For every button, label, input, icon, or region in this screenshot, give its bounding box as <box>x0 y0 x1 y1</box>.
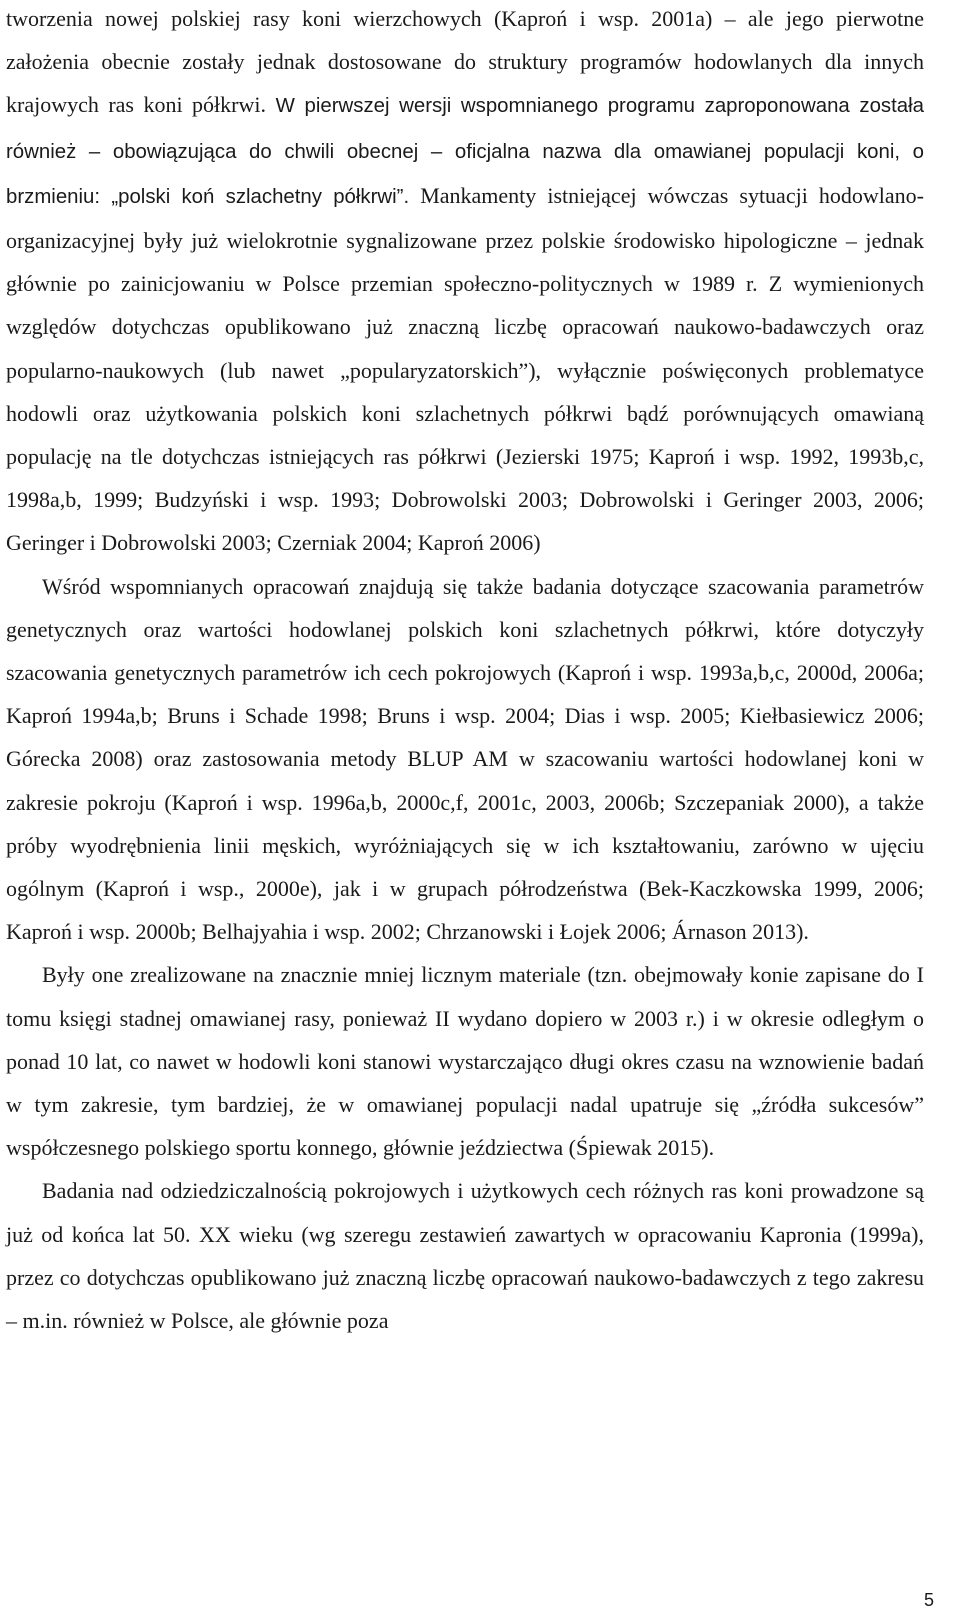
page-number: 5 <box>923 1590 934 1610</box>
paragraph-1-part-1: tworzenia nowej polskiej rasy koni wierzchowych (Kaproń i wsp. 2001a) – ale jego pierwotne założenia obecnie zostały jednak dostosowane do struktury programów hodowlanych dla innych krajowych ras koni półkrwi. <box>6 6 924 118</box>
paragraph-3: Były one zrealizowane na znacznie mniej licznym materiale (tzn. obejmowały konie zapisane do I tomu księgi stadnej omawianej rasy, ponieważ II wydano dopiero w 2003 r.) i w okresie odległym o ponad 10 lat, co nawet w hodowli koni stanowi wystarczająco długi okres czasu na wznowienie badań w tym zakresie, tym bardziej, że w omawianej populacji nadal upatruje się „źródła sukcesów” współczesnego polskiego sportu konnego, głównie jeździectwa (Śpiewak 2015). <box>6 962 924 1161</box>
paragraph-1-part-3: Mankamenty istniejącej wówczas sytuacji hodowlano-organizacyjnej były już wielokrotnie sygnalizowane przez polskie środowisko hipologiczne – jednak głównie po zainicjowaniu w Polsce przemian społeczno-politycznych w 1989 r. Z wymienionych względów dotychczas opublikowano już znaczną liczbę opracowań naukowo-badawczych oraz popularno-naukowych (lub nawet „popularyzatorskich”), wyłącznie poświęconych problematyce hodowli oraz użytkowania polskich koni szlachetnych półkrwi bądź porównujących omawianą populację na tle dotychczas istniejących ras półkrwi (Jezierski 1975; Kaproń i wsp. 1992, 1993b,c, 1998a,b, 1999; Budzyński i wsp. 1993; Dobrowolski 2003; Dobrowolski i Geringer 2003, 2006; Geringer i Dobrowolski 2003; Czerniak 2004; Kaproń 2006) <box>6 182 924 556</box>
paragraph-2: Wśród wspomnianych opracowań znajdują się także badania dotyczące szacowania parametrów genetycznych oraz wartości hodowlanej polskich koni szlachetnych półkrwi, które dotyczyły szacowania genetycznych parametrów ich cech pokrojowych (Kaproń i wsp. 1993a,b,c, 2000d, 2006a; Kaproń 1994a,b; Bruns i Schade 1998; Bruns i wsp. 2004; Dias i wsp. 2005; Kiełbasiewicz 2006; Górecka 2008) oraz zastosowania metody BLUP AM w szacowaniu wartości hodowlanej koni w zakresie pokroju (Kaproń i wsp. 1996a,b, 2000c,f, 2001c, 2003, 2006b; Szczepaniak 2000), a także próby wyodrębnienia linii męskich, wyróżniających się w ich kształtowaniu, zarówno w ujęciu ogólnym (Kaproń i wsp., 2000e), jak i w grupach półrodzeństwa (Bek-Kaczkowska 1999, 2006; Kaproń i wsp. 2000b; Belhajyahia i wsp. 2002; Chrzanowski i Łojek 2006; Árnason 2013). <box>6 573 924 945</box>
paragraph-1 <box>6 0 924 565</box>
document-page <box>6 0 924 1342</box>
paragraph-1-part-2: W pierwszej wersji wspomnianego programu zaproponowana została również – obowiązująca do chwili obecnej – oficjalna nazwa dla omawianej populacji koni, o brzmieniu: „polski koń szlachetny półkrwi”. <box>6 95 924 208</box>
paragraph-4: Badania nad odziedziczalnością pokrojowych i użytkowych cech różnych ras koni prowadzone są już od końca lat 50. XX wieku (wg szeregu zestawień zawartych w opracowaniu Kapronia (1999a), przez co dotychczas opublikowano już znaczną liczbę opracowań naukowo-badawczych z tego zakresu – m.in. również w Polsce, ale głównie poza <box>6 1178 924 1334</box>
